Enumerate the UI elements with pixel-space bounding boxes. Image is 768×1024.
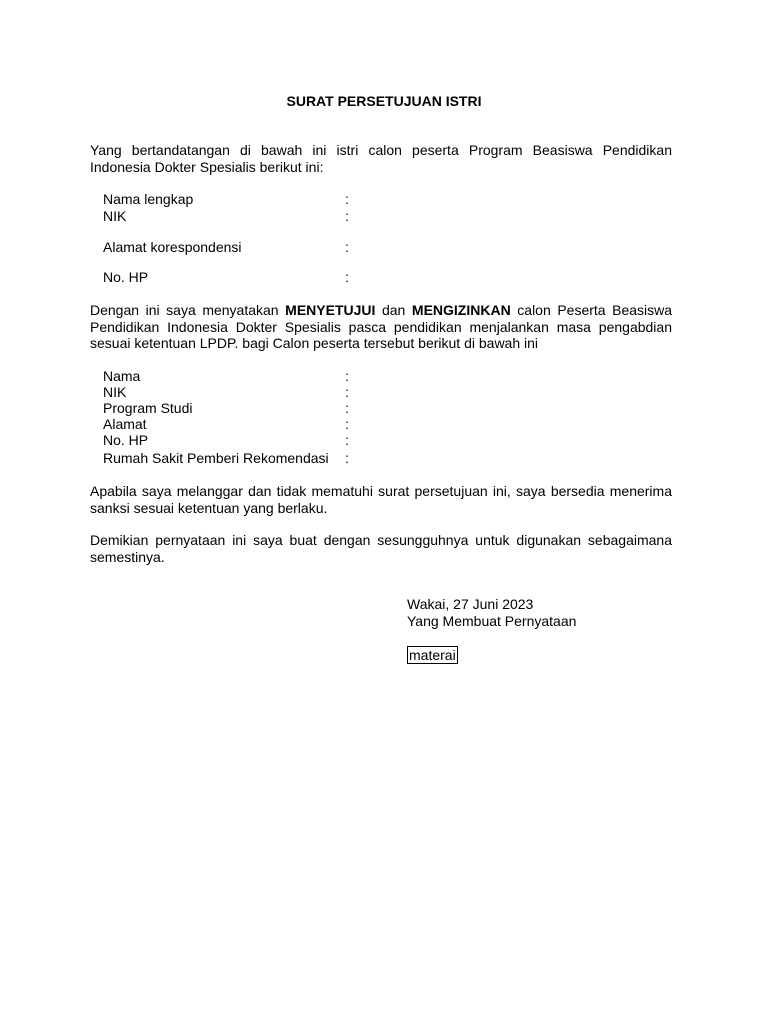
consent-suffix: calon Peserta Beasiswa Pendidikan Indonesia Dokter Spesialis pasca pendidikan menjalankan masa pengabdian sesuai ketentuan LPDP. bagi Calon peserta tersebut berikut di bawah ini — [90, 302, 673, 351]
field-colon: : — [345, 384, 349, 400]
field-colon: : — [345, 191, 349, 207]
field-colon: : — [345, 269, 349, 285]
field-colon: : — [345, 450, 349, 466]
document-title: SURAT PERSETUJUAN ISTRI — [286, 93, 482, 109]
field-colon: : — [345, 400, 349, 416]
field-label-study-program: Program Studi — [103, 400, 193, 416]
violation-paragraph: Apabila saya melanggar dan tidak mematuhi surat persetujuan ini, saya bersedia menerima sanksi sesuai ketentuan yang berlaku. — [90, 483, 672, 516]
field-colon: : — [345, 432, 349, 448]
field-label-nik: NIK — [103, 208, 127, 224]
consent-prefix: Dengan ini saya menyatakan — [90, 302, 279, 318]
field-label-name: Nama — [103, 368, 141, 384]
field-colon: : — [345, 239, 349, 255]
consent-middle: dan — [381, 302, 406, 318]
field-label-phone: No. HP — [103, 432, 149, 448]
field-label-address: Alamat korespondensi — [103, 239, 242, 255]
intro-paragraph: Yang bertandatangan di bawah ini istri calon peserta Program Beasiswa Pendidikan Indonesia Dokter Spesialis berikut ini: — [90, 142, 672, 175]
stamp-duty-box: materai — [409, 647, 456, 663]
consent-bold-permit: MENGIZINKAN — [411, 302, 511, 318]
field-label-nik: NIK — [103, 384, 127, 400]
signature-signer: Yang Membuat Pernyataan — [407, 613, 577, 629]
signature-place-date: Wakai, 27 Juni 2023 — [407, 596, 534, 612]
field-label-address: Alamat — [103, 416, 147, 432]
field-colon: : — [345, 368, 349, 384]
consent-bold-agree: MENYETUJUI — [285, 302, 376, 318]
field-colon: : — [345, 416, 349, 432]
field-colon: : — [345, 208, 349, 224]
field-label-hospital: Rumah Sakit Pemberi Rekomendasi — [103, 450, 329, 466]
field-label-full-name: Nama lengkap — [103, 191, 194, 207]
field-label-phone: No. HP — [103, 269, 149, 285]
consent-paragraph — [90, 302, 672, 352]
closing-paragraph: Demikian pernyataan ini saya buat dengan sesungguhnya untuk digunakan sebagaimana semestinya. — [90, 532, 672, 565]
